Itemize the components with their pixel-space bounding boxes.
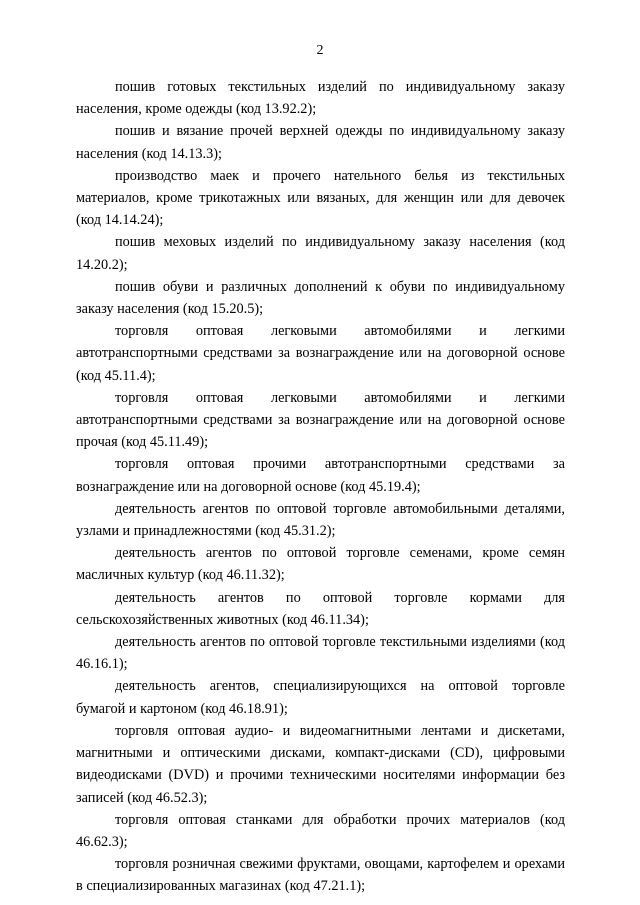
list-item: торговля оптовая прочими автотранспортными средствами за вознаграждение или на договорной основе (код 45.19.4); (76, 456, 565, 495)
list-item: деятельность агентов по оптовой торговле кормами для сельскохозяйственных животных (код 46.11.34); (76, 589, 565, 628)
list-item: пошив меховых изделий по индивидуальному заказу населения (код 14.20.2); (76, 234, 565, 273)
list-item: торговля розничная свежими фруктами, овощами, картофелем и орехами в специализированных магазинах (код 47.21.1); (76, 856, 565, 895)
list-item: деятельность агентов, специализирующихся на оптовой торговле бумагой и картоном (код 46.18.91); (76, 678, 565, 717)
list-item: торговля оптовая станками для обработки прочих материалов (код 46.62.3); (76, 811, 565, 850)
document-body (76, 76, 565, 898)
list-item: деятельность агентов по оптовой торговле семенами, кроме семян масличных культур (код 46.11.32); (76, 545, 565, 584)
list-item: пошив и вязание прочей верхней одежды по индивидуальному заказу населения (код 14.13.3); (76, 123, 565, 162)
list-item: торговля оптовая легковыми автомобилями и легкими автотранспортными средствами за вознаграждение или на договорной основе прочая (код 45.11.49); (76, 389, 565, 451)
page-number: 2 (316, 43, 324, 58)
list-item: торговля оптовая аудио- и видеомагнитными лентами и дискетами, магнитными и оптическими дисками, компакт-дисками (CD), цифровыми видеодисками (DVD) и прочими техническими носителями информации без записей (код 46.52.3); (76, 722, 565, 806)
list-item: пошив обуви и различных дополнений к обуви по индивидуальному заказу населения (код 15.20.5); (76, 278, 565, 318)
list-item: производство маек и прочего нательного белья из текстильных материалов, кроме трикотажных или вязаных, для женщин или для девочек (код 14.14.24); (76, 167, 565, 229)
list-item: торговля оптовая легковыми автомобилями и легкими автотранспортными средствами за вознаграждение или на договорной основе (код 45.11.4); (76, 323, 565, 384)
list-item: деятельность агентов по оптовой торговле текстильными изделиями (код 46.16.1); (76, 634, 565, 673)
list-item: деятельность агентов по оптовой торговле автомобильными деталями, узлами и принадлежностями (код 45.31.2); (76, 500, 565, 540)
list-item: пошив готовых текстильных изделий по индивидуальному заказу населения, кроме одежды (код 13.92.2); (76, 79, 565, 118)
